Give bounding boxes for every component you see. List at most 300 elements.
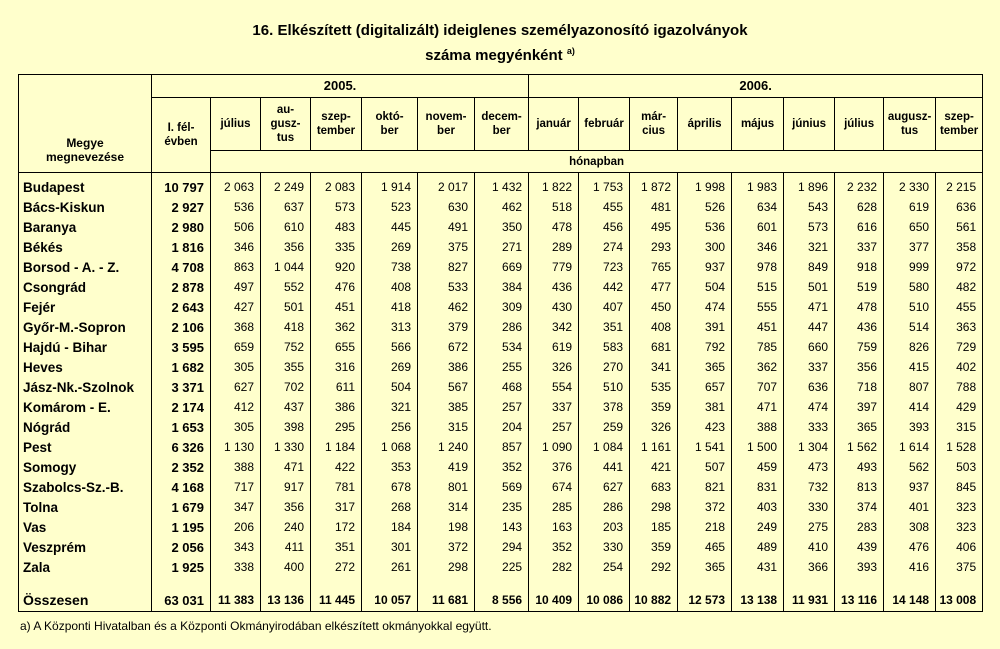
table-cell: 781 [311, 477, 362, 497]
spacer-cell [936, 577, 983, 589]
spacer-cell [630, 577, 678, 589]
table-cell: 476 [311, 277, 362, 297]
table-cell: 259 [579, 417, 630, 437]
county-name: Vas [19, 517, 152, 537]
table-cell: 1 084 [579, 437, 630, 457]
table-cell: 1 240 [418, 437, 475, 457]
table-cell: 374 [835, 497, 884, 517]
table-cell: 385 [418, 397, 475, 417]
table-cell: 235 [475, 497, 529, 517]
table-cell: 611 [311, 377, 362, 397]
county-name: Borsod - A. - Z. [19, 257, 152, 277]
table-cell: 580 [884, 277, 936, 297]
spacer-cell [884, 577, 936, 589]
table-cell: 972 [936, 257, 983, 277]
table-cell: 478 [835, 297, 884, 317]
table-cell: 1 872 [630, 173, 678, 198]
table-cell: 785 [732, 337, 784, 357]
county-name: Heves [19, 357, 152, 377]
table-cell: 408 [630, 317, 678, 337]
table-row [19, 217, 983, 237]
table-cell: 1 090 [529, 437, 579, 457]
table-cell: 536 [678, 217, 732, 237]
county-name: Zala [19, 557, 152, 577]
table-cell: 2 643 [152, 297, 211, 317]
table-cell: 11 681 [418, 589, 475, 612]
table-cell: 437 [261, 397, 311, 417]
header-col-7: január [529, 98, 579, 151]
county-name: Pest [19, 437, 152, 457]
header-col-0: I. fél- évben [152, 98, 211, 173]
table-cell: 292 [630, 557, 678, 577]
title-footnote-mark: a) [566, 46, 575, 56]
table-cell: 430 [529, 297, 579, 317]
table-cell: 510 [884, 297, 936, 317]
table-cell: 326 [630, 417, 678, 437]
table-cell: 937 [884, 477, 936, 497]
table-cell: 465 [678, 537, 732, 557]
table-cell: 533 [418, 277, 475, 297]
county-name: Összesen [19, 589, 152, 612]
spacer-cell [311, 577, 362, 589]
county-name: Veszprém [19, 537, 152, 557]
table-cell: 536 [211, 197, 261, 217]
header-col-12: június [784, 98, 835, 151]
table-cell: 314 [418, 497, 475, 517]
table-cell: 718 [835, 377, 884, 397]
table-cell: 1 753 [579, 173, 630, 198]
table-cell: 407 [579, 297, 630, 317]
table-cell: 1 562 [835, 437, 884, 457]
table-cell: 519 [835, 277, 884, 297]
header-col-4: októ- ber [362, 98, 418, 151]
table-cell: 418 [261, 317, 311, 337]
table-cell: 732 [784, 477, 835, 497]
table-cell: 650 [884, 217, 936, 237]
table-row [19, 317, 983, 337]
table-cell: 456 [579, 217, 630, 237]
header-col-11: május [732, 98, 784, 151]
table-cell: 1 330 [261, 437, 311, 457]
table-cell: 2 017 [418, 173, 475, 198]
table-cell: 473 [784, 457, 835, 477]
table-cell: 11 931 [784, 589, 835, 612]
table-cell: 3 371 [152, 377, 211, 397]
table-cell: 507 [678, 457, 732, 477]
table-cell: 445 [362, 217, 418, 237]
table-cell: 301 [362, 537, 418, 557]
table-cell: 225 [475, 557, 529, 577]
table-cell: 366 [784, 557, 835, 577]
table-row [19, 297, 983, 317]
table-cell: 375 [418, 237, 475, 257]
table-cell: 305 [211, 357, 261, 377]
table-cell: 412 [211, 397, 261, 417]
table-title-line2-text: száma megyénként [425, 47, 563, 64]
table-cell: 185 [630, 517, 678, 537]
table-cell: 616 [835, 217, 884, 237]
table-cell: 752 [261, 337, 311, 357]
table-cell: 298 [630, 497, 678, 517]
table-cell: 365 [678, 357, 732, 377]
table-cell: 857 [475, 437, 529, 457]
table-row [19, 457, 983, 477]
table-cell: 436 [835, 317, 884, 337]
table-cell: 285 [529, 497, 579, 517]
table-cell: 8 556 [475, 589, 529, 612]
header-year-2006: 2006. [529, 75, 983, 98]
header-col-3: szep- tember [311, 98, 362, 151]
table-cell: 283 [835, 517, 884, 537]
table-cell: 1 068 [362, 437, 418, 457]
table-cell: 1 914 [362, 173, 418, 198]
header-col-9: már- cius [630, 98, 678, 151]
table-cell: 489 [732, 537, 784, 557]
table-cell: 723 [579, 257, 630, 277]
county-name: Hajdú - Bihar [19, 337, 152, 357]
table-cell: 543 [784, 197, 835, 217]
table-cell: 1 184 [311, 437, 362, 457]
table-cell: 347 [211, 497, 261, 517]
header-col-5: novem- ber [418, 98, 475, 151]
table-row [19, 397, 983, 417]
table-cell: 526 [678, 197, 732, 217]
table-cell: 515 [732, 277, 784, 297]
total-row [19, 589, 983, 612]
table-cell: 416 [884, 557, 936, 577]
table-cell: 1 500 [732, 437, 784, 457]
table-cell: 1 925 [152, 557, 211, 577]
table-cell: 249 [732, 517, 784, 537]
county-name: Csongrád [19, 277, 152, 297]
table-cell: 375 [936, 557, 983, 577]
table-cell: 255 [475, 357, 529, 377]
table-row [19, 337, 983, 357]
table-cell: 917 [261, 477, 311, 497]
county-name: Somogy [19, 457, 152, 477]
table-cell: 198 [418, 517, 475, 537]
table-cell: 401 [884, 497, 936, 517]
table-cell: 343 [211, 537, 261, 557]
table-cell: 10 797 [152, 173, 211, 198]
table-cell: 2 106 [152, 317, 211, 337]
footnote: a) A Központi Hivatalban és a Központi Okmányirodában elkészített okmányokkal együtt. [20, 619, 492, 633]
table-cell: 442 [579, 277, 630, 297]
table-cell: 12 573 [678, 589, 732, 612]
table-cell: 627 [579, 477, 630, 497]
table-cell: 172 [311, 517, 362, 537]
table-cell: 863 [211, 257, 261, 277]
table-cell: 10 409 [529, 589, 579, 612]
table-cell: 659 [211, 337, 261, 357]
table-cell: 678 [362, 477, 418, 497]
table-cell: 2 056 [152, 537, 211, 557]
table-cell: 10 057 [362, 589, 418, 612]
table-cell: 2 927 [152, 197, 211, 217]
table-cell: 378 [579, 397, 630, 417]
table-cell: 381 [678, 397, 732, 417]
table-cell: 206 [211, 517, 261, 537]
table-cell: 13 136 [261, 589, 311, 612]
table-cell: 451 [311, 297, 362, 317]
table-cell: 845 [936, 477, 983, 497]
table-row [19, 237, 983, 257]
table-cell: 807 [884, 377, 936, 397]
table-cell: 1 130 [211, 437, 261, 457]
table-cell: 1 528 [936, 437, 983, 457]
table-cell: 415 [884, 357, 936, 377]
header-col-8: február [579, 98, 630, 151]
header-col-13: július [835, 98, 884, 151]
table-cell: 13 116 [835, 589, 884, 612]
spacer-cell [529, 577, 579, 589]
table-cell: 920 [311, 257, 362, 277]
table-cell: 1 304 [784, 437, 835, 457]
table-cell: 504 [678, 277, 732, 297]
header-col-10: április [678, 98, 732, 151]
table-cell: 813 [835, 477, 884, 497]
table-cell: 286 [475, 317, 529, 337]
table-cell: 6 326 [152, 437, 211, 457]
table-cell: 506 [211, 217, 261, 237]
county-name: Nógrád [19, 417, 152, 437]
table-cell: 293 [630, 237, 678, 257]
table-cell: 63 031 [152, 589, 211, 612]
table-cell: 436 [529, 277, 579, 297]
table-cell: 400 [261, 557, 311, 577]
table-cell: 268 [362, 497, 418, 517]
table-cell: 398 [261, 417, 311, 437]
table-cell: 569 [475, 477, 529, 497]
table-cell: 474 [678, 297, 732, 317]
table-cell: 330 [579, 537, 630, 557]
table-row [19, 257, 983, 277]
table-cell: 441 [579, 457, 630, 477]
table-cell: 503 [936, 457, 983, 477]
table-cell: 393 [884, 417, 936, 437]
table-cell: 282 [529, 557, 579, 577]
table-cell: 422 [311, 457, 362, 477]
table-cell: 510 [579, 377, 630, 397]
table-cell: 471 [784, 297, 835, 317]
table-cell: 423 [678, 417, 732, 437]
table-cell: 338 [211, 557, 261, 577]
table-cell: 561 [936, 217, 983, 237]
table-cell: 2 878 [152, 277, 211, 297]
table-cell: 352 [529, 537, 579, 557]
table-cell: 455 [936, 297, 983, 317]
table-cell: 1 432 [475, 173, 529, 198]
table-title-line2 [0, 46, 1000, 64]
table-cell: 681 [630, 337, 678, 357]
table-cell: 356 [261, 237, 311, 257]
spacer-cell [152, 577, 211, 589]
table-row [19, 537, 983, 557]
table-cell: 326 [529, 357, 579, 377]
table-cell: 298 [418, 557, 475, 577]
county-name: Budapest [19, 173, 152, 198]
table-cell: 376 [529, 457, 579, 477]
table-cell: 305 [211, 417, 261, 437]
table-cell: 831 [732, 477, 784, 497]
table-cell: 365 [835, 417, 884, 437]
spacer-cell [418, 577, 475, 589]
spacer-cell [678, 577, 732, 589]
table-cell: 353 [362, 457, 418, 477]
table-cell: 501 [784, 277, 835, 297]
table-cell: 476 [884, 537, 936, 557]
table-cell: 483 [311, 217, 362, 237]
table-cell: 362 [311, 317, 362, 337]
table-cell: 514 [884, 317, 936, 337]
table-row [19, 437, 983, 457]
spacer-cell [579, 577, 630, 589]
table-cell: 321 [362, 397, 418, 417]
header-col-1: július [211, 98, 261, 151]
table-cell: 269 [362, 357, 418, 377]
table-cell: 1 044 [261, 257, 311, 277]
table-cell: 637 [261, 197, 311, 217]
table-cell: 10 882 [630, 589, 678, 612]
table-cell: 427 [211, 297, 261, 317]
table-cell: 408 [362, 277, 418, 297]
table-cell: 365 [678, 557, 732, 577]
table-cell: 346 [211, 237, 261, 257]
table-cell: 554 [529, 377, 579, 397]
table-cell: 450 [630, 297, 678, 317]
table-cell: 2 249 [261, 173, 311, 198]
table-cell: 403 [732, 497, 784, 517]
table-cell: 397 [835, 397, 884, 417]
table-cell: 11 445 [311, 589, 362, 612]
table-cell: 567 [418, 377, 475, 397]
table-cell: 2 980 [152, 217, 211, 237]
table-cell: 355 [261, 357, 311, 377]
table-cell: 474 [784, 397, 835, 417]
table-cell: 1 816 [152, 237, 211, 257]
table-cell: 2 352 [152, 457, 211, 477]
spacer-cell [19, 577, 152, 589]
table-cell: 377 [884, 237, 936, 257]
table-cell: 451 [732, 317, 784, 337]
table-cell: 478 [529, 217, 579, 237]
table-cell: 459 [732, 457, 784, 477]
county-name: Bács-Kiskun [19, 197, 152, 217]
county-name: Komárom - E. [19, 397, 152, 417]
table-cell: 1 653 [152, 417, 211, 437]
table-cell: 493 [835, 457, 884, 477]
table-cell: 351 [579, 317, 630, 337]
table-cell: 566 [362, 337, 418, 357]
county-name: Jász-Nk.-Szolnok [19, 377, 152, 397]
table-cell: 1 998 [678, 173, 732, 198]
table-row [19, 417, 983, 437]
table-cell: 462 [418, 297, 475, 317]
table-cell: 477 [630, 277, 678, 297]
table-cell: 342 [529, 317, 579, 337]
table-cell: 672 [418, 337, 475, 357]
table-cell: 308 [884, 517, 936, 537]
table-cell: 495 [630, 217, 678, 237]
table-cell: 388 [732, 417, 784, 437]
table-cell: 468 [475, 377, 529, 397]
table-cell: 827 [418, 257, 475, 277]
table-row [19, 277, 983, 297]
table-cell: 3 595 [152, 337, 211, 357]
table-cell: 337 [529, 397, 579, 417]
table-cell: 330 [784, 497, 835, 517]
table-cell: 254 [579, 557, 630, 577]
table-cell: 411 [261, 537, 311, 557]
table-cell: 562 [884, 457, 936, 477]
table-cell: 274 [579, 237, 630, 257]
table-cell: 294 [475, 537, 529, 557]
table-cell: 270 [579, 357, 630, 377]
table-cell: 657 [678, 377, 732, 397]
table-cell: 1 679 [152, 497, 211, 517]
table-cell: 619 [884, 197, 936, 217]
table-cell: 717 [211, 477, 261, 497]
table-cell: 552 [261, 277, 311, 297]
table-cell: 627 [211, 377, 261, 397]
table-cell: 2 063 [211, 173, 261, 198]
table-cell: 471 [261, 457, 311, 477]
table-cell: 359 [630, 537, 678, 557]
table-cell: 335 [311, 237, 362, 257]
table-cell: 801 [418, 477, 475, 497]
table-cell: 406 [936, 537, 983, 557]
table-cell: 501 [261, 297, 311, 317]
table-cell: 738 [362, 257, 418, 277]
table-cell: 391 [678, 317, 732, 337]
table-row [19, 377, 983, 397]
table-cell: 295 [311, 417, 362, 437]
table-cell: 289 [529, 237, 579, 257]
table-cell: 372 [418, 537, 475, 557]
table-cell: 2 330 [884, 173, 936, 198]
table-cell: 674 [529, 477, 579, 497]
table-cell: 1 614 [884, 437, 936, 457]
table-cell: 849 [784, 257, 835, 277]
table-cell: 337 [784, 357, 835, 377]
table-cell: 634 [732, 197, 784, 217]
table-cell: 257 [529, 417, 579, 437]
table-cell: 429 [936, 397, 983, 417]
county-name: Békés [19, 237, 152, 257]
table-cell: 421 [630, 457, 678, 477]
table-cell: 729 [936, 337, 983, 357]
table-cell: 504 [362, 377, 418, 397]
table-cell: 300 [678, 237, 732, 257]
table-cell: 439 [835, 537, 884, 557]
header-col-14: augusz- tus [884, 98, 936, 151]
table-cell: 10 086 [579, 589, 630, 612]
table-cell: 573 [311, 197, 362, 217]
table-cell: 13 008 [936, 589, 983, 612]
table-cell: 481 [630, 197, 678, 217]
table-cell: 13 138 [732, 589, 784, 612]
spacer-cell [475, 577, 529, 589]
spacer-cell [211, 577, 261, 589]
table-cell: 765 [630, 257, 678, 277]
table-row [19, 477, 983, 497]
table-cell: 402 [936, 357, 983, 377]
table-cell: 1 896 [784, 173, 835, 198]
table-cell: 523 [362, 197, 418, 217]
table-cell: 256 [362, 417, 418, 437]
table-cell: 1 195 [152, 517, 211, 537]
table-cell: 359 [630, 397, 678, 417]
